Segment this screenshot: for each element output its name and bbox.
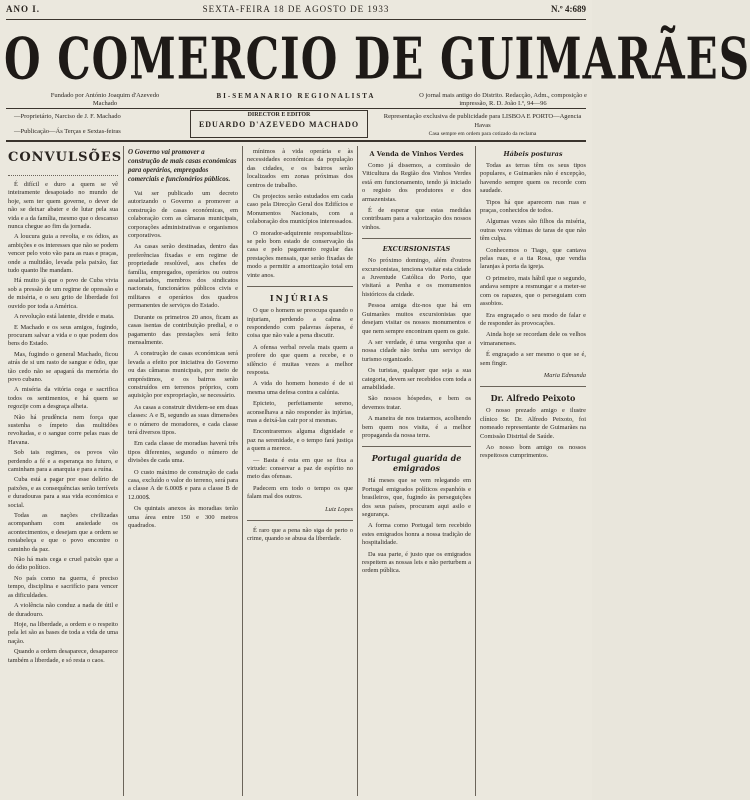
column-rule: [475, 146, 476, 796]
issue-number: N.º 4:689: [551, 4, 586, 14]
issue-date: SEXTA-FEIRA 18 DE AGOSTO DE 1933: [202, 4, 390, 14]
paragraph: Hoje, na liberdade, a ordem e o respeito pela lei são as bases de toda a vida de uma nação.: [8, 620, 118, 645]
divider: [247, 286, 353, 287]
paragraph: A loucura guia a revolta, e os ódios, as ambições e os interesses que não se podem vencer pelo voto vão para as ruas e praças, onde a multidão, levada pela paixão, faz tudo quanto lhe mandam.: [8, 233, 118, 275]
paragraph: A construção de casas económicas será levada a efeito por iniciativa do Governo ou das câmaras municipais, por meio de empréstimos, e os bairros serão construídos em terrenos próprios, com aquisição por expropriação, se necessário.: [128, 350, 238, 400]
paragraph: Os projectos serão estudados em cada caso pela Direcção Geral dos Edifícios e Monumentos Nacionais, com a colaboração dos municípios interessados.: [247, 193, 353, 226]
paragraph: É difícil e duro a quem se vê inteiramente desapoiado no mundo de hoje, sem ter quem governe, o dever de não se deixar abater e de lutar pela sua vida e a da família, mesmo que o descanso nunca chegue ao fim da jornada.: [8, 181, 118, 231]
article-body: [362, 162, 471, 232]
article-headline: EXCURSIONISTAS: [382, 245, 451, 254]
divider: [362, 238, 471, 239]
paragraph: É de esperar que estas medidas contribuam para a valorização dos nossos vinhos.: [362, 207, 471, 231]
divider: [8, 170, 118, 176]
paragraph: Algumas vezes são filhos da miséria, outras vezes vítimas de taras de que não têm culpa.: [480, 218, 586, 243]
paragraph: Ainda hoje se recordam dele os velhos vimaranenses.: [480, 331, 586, 347]
article-headline: CONVULSÕES: [8, 150, 123, 165]
paragraph: As casas a construir dividem-se em duas classes: A e B, segundo as suas dimensões e o número de moradores, e cada classe terá diversos tipos.: [128, 403, 238, 436]
paragraph: Todas as nações civilizadas acompanham com ansiedade os acontecimentos, e desejam que a ordem se restabeleça e que o povo encontre o caminho da paz.: [8, 512, 118, 553]
paragraph: Epicteto, perfeitamente sereno, aconselhava a não responder às injúrias, mas a deixá-las cair por si mesmas.: [247, 400, 353, 424]
column-2: [128, 148, 238, 796]
paragraph: Tipos há que aparecem nas ruas e praças, conhecidos de todos.: [480, 198, 586, 215]
article-signature: Luiz Lopes: [325, 505, 353, 513]
founder-note: Fundado por António Joaquim d'Azevedo Machado: [50, 92, 160, 107]
article-body: [480, 162, 586, 368]
proprietor-line: —Proprietário, Narciso de J. F. Machado: [14, 113, 121, 120]
article-signature: Maria Edmunda: [543, 371, 586, 379]
paragraph: Todas as terras têm os seus tipos populares, e Guimarães não é excepção, havendo sempre quem os recorde com saudade.: [480, 162, 586, 195]
top-info-line: [6, 4, 586, 18]
paragraph: Conhecemos o Tiago, que cantava pelas ruas, e a tia Rosa, que vendia laranjas à porta da igreja.: [480, 246, 586, 271]
paragraph: O que o homem se preocupa quando o injuriam, perdendo a calma e respondendo com palavras ásperas, é coisa que não vale a pena discutir.: [247, 307, 353, 340]
paragraph: mínimos à vida operária e às necessidades económicas da população das cidades, e os bairros serão localizados em zonas próximas dos centros de trabalho.: [247, 148, 353, 189]
article-headline: Hábeis posturas: [503, 150, 563, 158]
paragraph: Vai ser publicado um decreto autorizando o Governo a promover a construção de casas económicas, em colaboração com as câmaras municipais, corporações administrativas e organismos corporativos.: [128, 190, 238, 240]
article-headline: Dr. Alfredo Peixoto: [490, 393, 576, 404]
paragraph: A forma como Portugal tem recebido estes emigrados honra a nossa tradição de hospitalidade.: [362, 522, 471, 547]
closing-note: É raro que a pena não siga de perto o crime, quando se abusa da liberdade.: [247, 527, 353, 543]
paragraph: O custo máximo de construção de cada casa, excluído o valor do terreno, será para a classe A de 6.000$ e para a classe B de 12.000$.: [128, 468, 238, 501]
paragraph: O morador-adquirente responsabiliza-se pelo bom estado de conservação da casa e pelo pagamento regular das prestações mensais, que serão fixadas de modo a permitir a amortização total em vinte anos.: [247, 229, 353, 279]
article-headline: O Governo vai promover a construção de mais casas económicas para operários, empregados comerciais e funcionários públicos.: [128, 148, 237, 183]
paragraph: A miséria da vitória cega e sacrifica todos os sentimentos, e há quem se regozije com a desgraça alheia.: [8, 386, 118, 411]
paragraph: Em cada classe de moradias haverá três tipos diferentes, segundo o número de divisões de cada uma.: [128, 440, 238, 465]
article-headline: Portugal guarida de emigrados: [371, 453, 462, 474]
paragraph: Há meses que se vem relegando em Portugal emigrados políticos espanhóis e brasileiros, que, fugindo às perseguições dos seus países, procuram aqui asilo e segurança.: [362, 477, 471, 518]
publication-line: —Publicação—Ás Terças e Sextas-feiras: [14, 128, 121, 135]
paragraph: Quando a ordem desaparece, desaparece também a liberdade, e só resta o caos.: [8, 648, 118, 664]
divider: [362, 446, 471, 447]
paragraph: — Basta é esta em que se fixa a virtude: conservar a paz de espírito no meio das ofensas.: [247, 456, 353, 481]
paragraph: Mas, fugindo o general Machado, ficou atrás de si um rasto de sangue e ódio, que tão cedo não se apagará da memória do povo cubano.: [8, 350, 118, 383]
article-body: [247, 307, 353, 502]
paragraph: Como já dissemos, a comissão de Viticultura da Região dos Vinhos Verdes está em funcionamento, tendo já iniciado o registo dos produtores e dos armazenistas.: [362, 162, 471, 203]
oldest-note: O jornal mais antigo do Distrito. Redacção, Adm., composição e impressão, R. D. João I.º, 94—96: [419, 92, 587, 107]
paragraph: O nosso prezado amigo e ilustre clínico Sr. Dr. Alfredo Peixoto, foi nomeado representante de Guimarães na Comissão Distrital de Saúde.: [480, 407, 586, 440]
article-body: [8, 181, 118, 665]
divider: [247, 520, 353, 521]
article-headline: INJÚRIAS: [269, 293, 331, 304]
paragraph: Os quintais anexos às moradias terão uma área entre 150 e 300 metros quadrados.: [128, 505, 238, 530]
paragraph: Era engraçado o seu modo de falar e de responder às provocações.: [480, 311, 586, 327]
newspaper-title: O COMERCIO DE GUIMARÃES: [4, 25, 750, 93]
column-1: [8, 148, 123, 796]
column-rule: [242, 146, 243, 796]
paragraph: Cuba está a pagar por esse delírio de paixões, e as consequências serão terríveis e duradouras para a sua vida económica e social.: [8, 476, 118, 509]
paragraph: Durante os primeiros 20 anos, ficam as casas isentas de contribuição predial, e o pagamento das prestações será feito mensalmente.: [128, 313, 238, 346]
paragraph: Ao nosso bom amigo os nossos respeitosos cumprimentos.: [480, 443, 586, 460]
column-4: [362, 148, 471, 796]
paragraph: A violência não conduz a nada de útil e de duradouro.: [8, 602, 118, 618]
article-body: [362, 257, 471, 440]
header-right-info: [380, 112, 585, 139]
representation-note: Casa sempre em ordem para cotizado da reclama: [428, 131, 537, 137]
paragraph: Não há prudência nem força que sustenha o ímpeto das multidões revoltadas, e o sangue corre pelas ruas de Havana.: [8, 413, 118, 446]
masthead-bottom-rule: [6, 140, 586, 142]
paragraph: O primeiro, mais hábil que o segundo, andava sempre a resmungar e a meter-se com os rapazes, que o perseguiam com assobios.: [480, 274, 586, 308]
article-body: [128, 190, 238, 530]
paragraph: No próximo domingo, além d'outros excursionistas, tenciona visitar esta cidade a Juventude Católica do Porto, que visitará a Penha e os monumentos históricos da cidade.: [362, 257, 471, 298]
year-label: ANO I.: [6, 4, 41, 14]
paragraph: Padecem em todo o tempo os que falam mal dos outros.: [247, 484, 353, 501]
paragraph: Pessoa amiga diz-nos que há em Guimarães muitos excursionistas que desejam visitar os nossos monumentos e que nem sempre encontram quem os guie.: [362, 302, 471, 335]
paragraph: Não há mais cega e cruel paixão que a do ódio político.: [8, 556, 118, 572]
newspaper-subtitle: BI-SEMANARIO REGIONALISTA: [216, 92, 376, 100]
article-body: [480, 407, 586, 460]
paragraph: No país como na guerra, é preciso tempo, disciplina e sacrifício para vencer as dificuldades.: [8, 574, 118, 599]
paragraph: A ofensa verbal revela mais quem a profere do que quem a recebe, e o silêncio é muitas vezes a melhor resposta.: [247, 343, 353, 376]
column-3: [247, 148, 353, 796]
director-label: DIRECTOR E EDITOR: [247, 112, 311, 118]
director-name: EDUARDO D'AZEVEDO MACHADO: [198, 120, 360, 129]
top-rule: [6, 19, 586, 20]
director-box: [190, 110, 368, 138]
column-rule: [123, 146, 124, 796]
paragraph: A revolução está latente, divide e mata.: [14, 313, 115, 321]
paragraph: As casas serão destinadas, dentro das preferências fixadas e em regime de propriedade resolúvel, aos chefes de família, empregados, operários ou outros assalariados, membros dos sindicatos nacionais, funcionários públicos civis e militares e operários dos quadros permanentes de serviços do Estado.: [128, 243, 238, 310]
representation-line: Representação exclusiva de publicidade para LISBOA E PORTO—Agencia Havas: [383, 113, 582, 129]
paragraph: A ser verdade, é uma vergonha que a nossa cidade não tenha um serviço de turismo organizado.: [362, 338, 471, 363]
header-left-info: [14, 112, 184, 136]
column-rule: [357, 146, 358, 796]
paragraph: São nossos hóspedes, e bem os devemos tratar.: [362, 395, 471, 411]
article-headline: A Venda de Vinhos Verdes: [369, 150, 464, 158]
paragraph: A maneira de nos tratarmos, acolhendo bem quem nos visita, é a melhor propaganda da nossa terra.: [362, 415, 471, 439]
column-5: [480, 148, 586, 796]
paragraph: Da sua parte, é justo que os emigrados respeitem as nossas leis e não perturbem a ordem pública.: [362, 550, 471, 575]
paragraph: A vida do homem honesto é de si mesma uma defesa contra a calúnia.: [247, 380, 353, 396]
article-body: [362, 477, 471, 575]
header-rule: [6, 108, 586, 109]
paragraph: Há muito já que o povo de Cuba vivia sob a pressão de um regime de opressão e de miséria, e o seu grito de liberdade foi ouvido por toda a América.: [8, 277, 118, 310]
paragraph: Encontraremos alguma dignidade e paz na serenidade, e o tempo fará justiça a quem a merece.: [247, 428, 353, 453]
paragraph: É engraçado a ser mesmo o que se é, sem fingir.: [480, 351, 586, 367]
paragraph: Os turistas, qualquer que seja a sua categoria, devem ser recebidos com toda a amabilidade.: [362, 367, 471, 391]
divider: [480, 386, 586, 387]
paragraph: Sob tais regimes, os povos vão perdendo a fé e a esperança no futuro, e caminham para a anarquia e para a ruína.: [8, 449, 118, 473]
paragraph: E Machado e os seus amigos, fugindo, procuram salvar a vida e o que podem dos bens do Estado.: [8, 323, 118, 348]
article-continuation: [247, 148, 353, 280]
